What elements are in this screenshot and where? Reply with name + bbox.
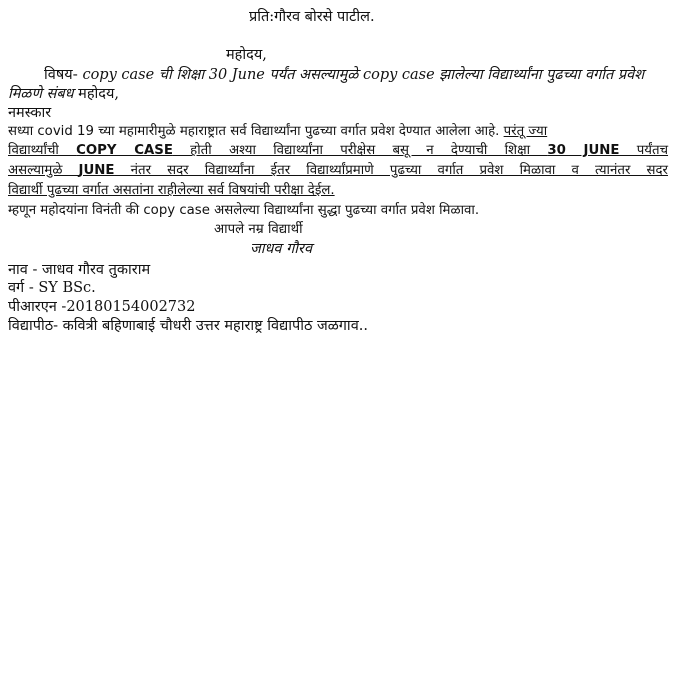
closing-signature: जाधव गौरव	[250, 241, 313, 257]
copy-to-line: प्रति:गौरव बोरसे पाटील.	[249, 9, 375, 25]
copy-case-bold: COPY CASE	[76, 143, 173, 158]
body-line-4: विद्यार्थी पुढच्या वर्गात असतांना राहीलेल्या सर्व विषयांची परीक्षा देईल.	[8, 183, 335, 198]
subject-line-1	[44, 66, 644, 84]
salutation-top: महोदय,	[226, 47, 267, 63]
subject-text-2: मिळणे संबध	[8, 86, 74, 102]
june-date-bold: 30 JUNE	[547, 143, 620, 158]
body-line-1-underlined: परंतू ज्या	[503, 124, 548, 139]
body-line-2	[8, 142, 668, 160]
june-bold: JUNE	[78, 163, 115, 178]
body-line-3-c: नंतर सदर विद्यार्थ्यांना ईतर विद्यार्थ्यांप्रमाणे पुढच्या वर्गात प्रवेश मिळावा व त्यानंतर सदर	[114, 163, 668, 178]
body-line-1	[8, 123, 547, 141]
closing-line-1: आपले नम्र विद्यार्थी	[214, 222, 303, 237]
subject-text-1: copy case ची शिक्षा 30 June पर्यंत असल्यामुळे copy case झालेल्या विद्यार्थ्यांना पुढच्या वर्गात प्रवेश	[77, 67, 645, 83]
body-line-3-a: असल्यामुळे	[8, 163, 79, 178]
subject-line-2	[8, 85, 119, 103]
body-line-5: म्हणून महोदयांना विनंती की copy case असलेल्या विद्यार्थ्यांना सुद्धा पुढच्या वर्गात प्रवेश मिळावा.	[8, 203, 480, 218]
body-line-2-e: पर्यंतच	[619, 143, 669, 158]
body-line-1-plain: सध्या covid 19 च्या महामारीमुळे महाराष्ट्रात सर्व विद्यार्थ्यांना पुढच्या वर्गात प्रवेश देण्यात आलेला आहे.	[8, 124, 500, 139]
body-line-2-c: होती अश्या विद्यार्थ्यांना परीक्षेस बसू न देण्याची शिक्षा	[172, 143, 548, 158]
subject-label: विषय-	[44, 67, 78, 83]
body-line-3	[8, 162, 668, 180]
greeting: नमस्कार	[8, 105, 52, 121]
detail-prn: पीआरएन -20180154002732	[8, 299, 196, 315]
body-line-2-a: विद्यार्थ्यांची	[8, 143, 77, 158]
subject-suffix: महोदय,	[73, 86, 120, 102]
detail-class: वर्ग - SY BSc.	[8, 280, 96, 296]
detail-name: नाव - जाधव गौरव तुकाराम	[8, 262, 151, 278]
detail-university: विद्यापीठ- कवित्री बहिणाबाई चौधरी उत्तर महाराष्ट्र विद्यापीठ जळगाव..	[8, 318, 368, 334]
